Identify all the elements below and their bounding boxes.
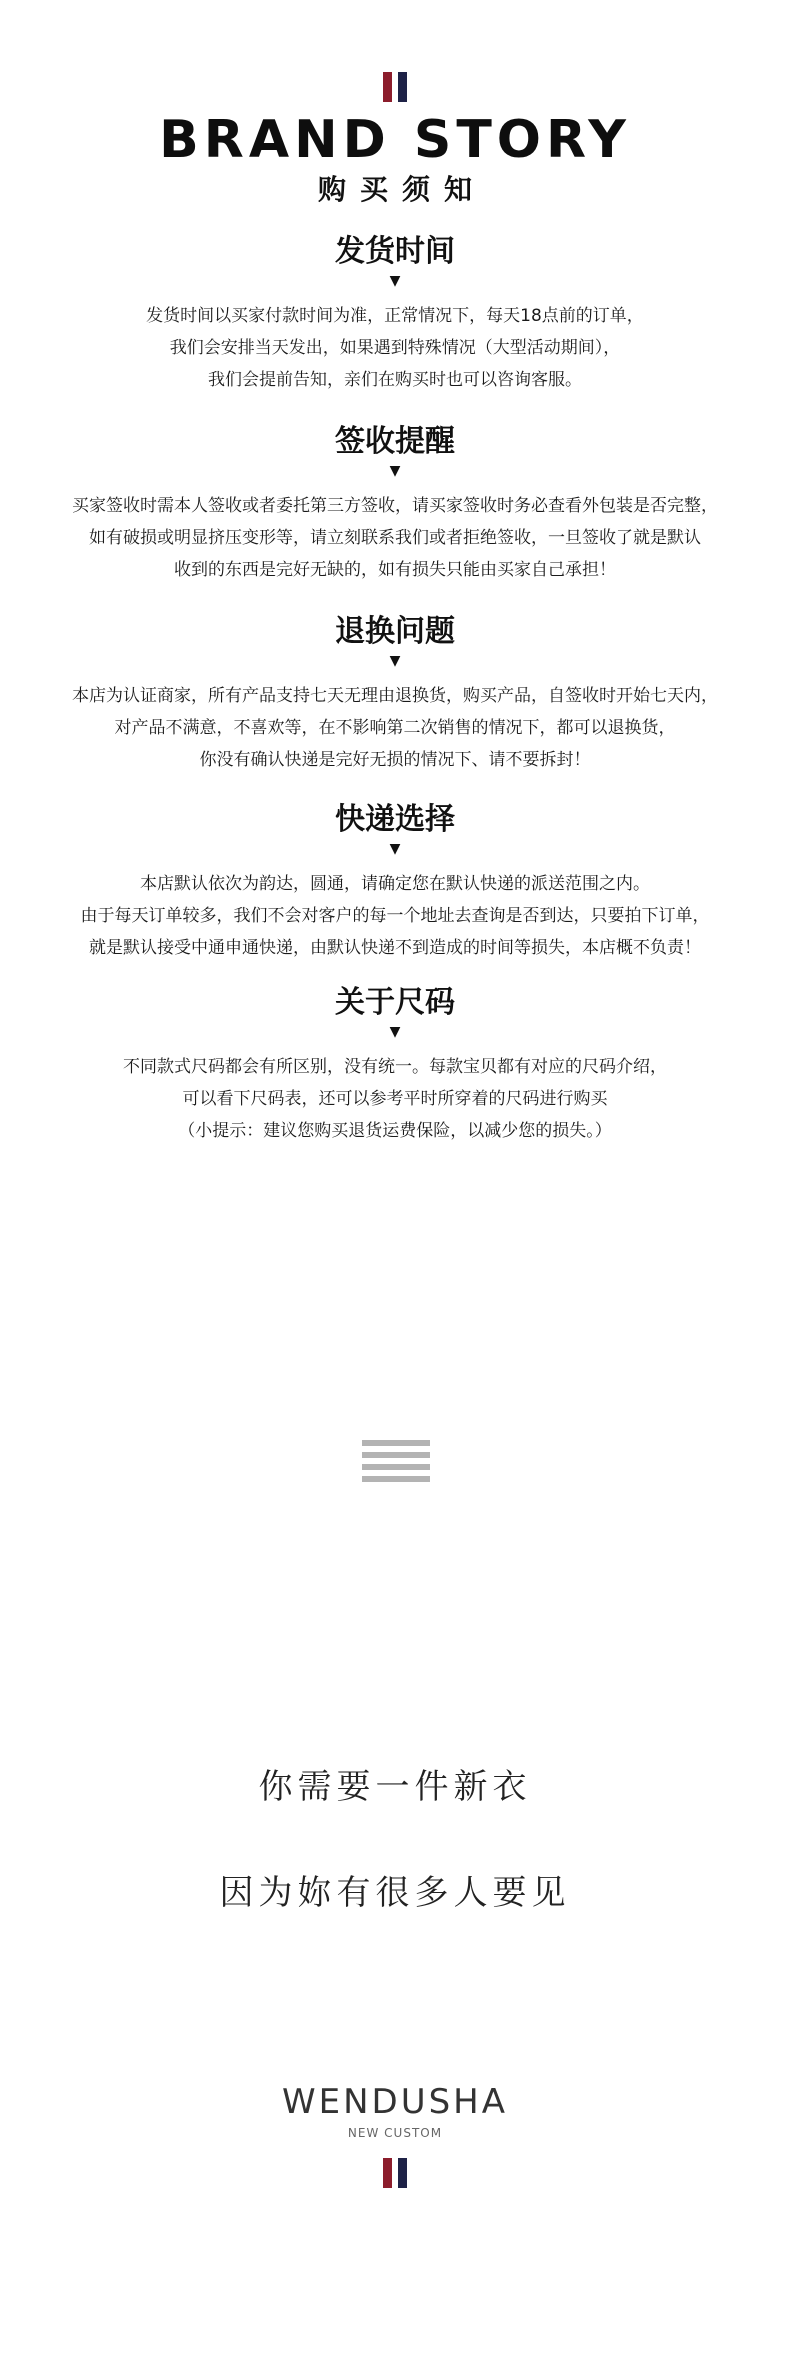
section-text: 由于每天订单较多，我们不会对客户的每一个地址去查询是否到达，只要拍下订单， <box>80 906 710 926</box>
menu-line <box>362 1476 430 1482</box>
slogan-line-2: 因为妳有很多人要见 <box>219 1873 571 1913</box>
slogan <box>0 1762 790 1974</box>
section-text: 本店为认证商家，所有产品支持七天无理由退换货，购买产品，自签收时开始七天内， <box>72 686 718 706</box>
section-text: 你没有确认快递是完好无损的情况下、请不要拆封！ <box>199 750 591 770</box>
section-text: 我们会安排当天发出，如果遇到特殊情况（大型活动期间）， <box>169 338 621 358</box>
menu-line <box>362 1464 430 1470</box>
menu-lines-icon <box>362 1440 430 1488</box>
flag-icon <box>0 2158 790 2188</box>
section-title: 关于尺码 <box>335 985 455 1020</box>
section-text: 本店默认依次为韵达，圆通，请确定您在默认快递的派送范围之内。 <box>140 874 650 894</box>
section-title: 快递选择 <box>335 802 455 837</box>
section-text: 对产品不满意，不喜欢等，在不影响第二次销售的情况下，都可以退换货， <box>114 718 676 738</box>
footer-tagline: NEW CUSTOM <box>347 2126 443 2140</box>
section-title: 发货时间 <box>335 234 455 269</box>
section-text: （小提示：建议您购买退货运费保险，以减少您的损失。） <box>178 1121 612 1141</box>
arrow-down-icon: ▼ <box>389 463 401 479</box>
menu-line <box>362 1452 430 1458</box>
section-text: 不同款式尺码都会有所区别，没有统一。每款宝贝都有对应的尺码介绍， <box>123 1057 667 1077</box>
section-returns <box>0 612 790 776</box>
section-text: 就是默认接受中通申通快递，由默认快递不到造成的时间等损失，本店概不负责！ <box>89 938 701 958</box>
section-text: 我们会提前告知，亲们在购买时也可以咨询客服。 <box>208 370 582 390</box>
brand-subtitle: 购买须知 <box>317 173 486 206</box>
brand-title: BRAND STORY <box>159 110 631 170</box>
arrow-down-icon: ▼ <box>389 841 401 857</box>
flag-stripe-red <box>383 2158 392 2188</box>
footer-brand-name: WENDUSHA <box>281 2082 508 2122</box>
arrow-down-icon: ▼ <box>389 273 401 289</box>
section-text: 发货时间以买家付款时间为准，正常情况下，每天18点前的订单， <box>146 306 644 326</box>
section-text: 可以看下尺码表，还可以参考平时所穿着的尺码进行购买 <box>182 1089 608 1109</box>
flag-stripe-navy <box>398 2158 407 2188</box>
footer-brand-block <box>0 2080 790 2188</box>
section-title: 签收提醒 <box>335 424 455 459</box>
menu-line <box>362 1440 430 1446</box>
section-shipping-time <box>0 232 790 396</box>
section-courier <box>0 800 790 964</box>
arrow-down-icon: ▼ <box>389 1024 401 1040</box>
arrow-down-icon: ▼ <box>389 653 401 669</box>
flag-icon <box>0 72 790 102</box>
section-text: 买家签收时需本人签收或者委托第三方签收，请买家签收时务必查看外包装是否完整， <box>72 496 718 516</box>
slogan-line-1: 你需要一件新衣 <box>258 1767 532 1807</box>
section-sizing <box>0 983 790 1147</box>
flag-stripe-red <box>383 72 392 102</box>
section-signing-reminder <box>0 422 790 586</box>
section-text: 如有破损或明显挤压变形等，请立刻联系我们或者拒绝签收，一旦签收了就是默认 <box>89 528 701 548</box>
section-title: 退换问题 <box>335 614 455 649</box>
section-text: 收到的东西是完好无缺的，如有损失只能由买家自己承担！ <box>174 560 616 580</box>
page-header <box>0 72 790 208</box>
flag-stripe-navy <box>398 72 407 102</box>
